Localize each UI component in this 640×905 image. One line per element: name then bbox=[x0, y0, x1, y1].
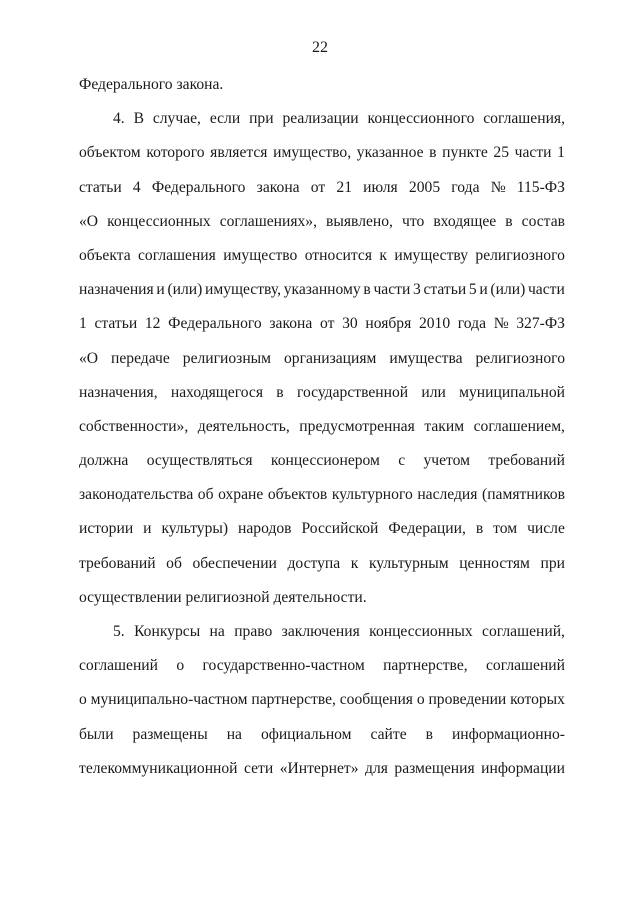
word: «О bbox=[79, 349, 99, 367]
text-line bbox=[79, 758, 565, 792]
word: 2010 bbox=[418, 315, 451, 333]
word: года bbox=[457, 315, 487, 333]
word: назначения, bbox=[79, 383, 158, 401]
text-line bbox=[79, 416, 565, 450]
word: 3 bbox=[413, 281, 421, 299]
word: наследия bbox=[417, 486, 478, 504]
word: Федерации, bbox=[388, 520, 466, 538]
word: имуществу, bbox=[204, 281, 282, 299]
text-line bbox=[79, 689, 565, 723]
word: закона bbox=[269, 315, 313, 333]
word: ценностям bbox=[459, 554, 530, 572]
word: 5 bbox=[468, 281, 477, 299]
word: входящее bbox=[433, 212, 497, 230]
word: «О bbox=[79, 212, 99, 230]
word: (или) bbox=[490, 281, 526, 299]
word: указанному bbox=[283, 281, 361, 299]
word: объектом bbox=[79, 144, 141, 162]
paragraph bbox=[79, 621, 565, 792]
word: 1 bbox=[79, 315, 87, 333]
text-line bbox=[79, 518, 565, 552]
word: соглашений bbox=[79, 657, 158, 675]
word: реализации bbox=[282, 110, 359, 128]
word: состав bbox=[521, 212, 565, 230]
word: «Интернет» bbox=[279, 759, 359, 777]
word: культуры) bbox=[161, 520, 229, 538]
word: (памятников bbox=[482, 486, 565, 504]
word: культурным bbox=[368, 554, 449, 572]
word: имущество bbox=[223, 246, 298, 264]
word: (или) bbox=[167, 281, 203, 299]
word: для bbox=[365, 759, 388, 777]
word: о bbox=[416, 691, 425, 709]
text-line bbox=[79, 382, 565, 416]
word: в bbox=[363, 281, 371, 299]
word: муниципально-частном bbox=[90, 691, 248, 709]
word: сети bbox=[244, 759, 274, 777]
word: народов bbox=[238, 520, 292, 538]
word: концессионных bbox=[369, 623, 473, 640]
word: в bbox=[475, 520, 484, 538]
word: концессионных bbox=[107, 212, 211, 230]
word: информационно- bbox=[451, 725, 565, 743]
word: государственной bbox=[296, 383, 409, 401]
word: телекоммуникационной bbox=[79, 759, 238, 777]
word: случае, bbox=[152, 110, 201, 128]
word: размещены bbox=[132, 725, 208, 743]
word: 4 bbox=[132, 178, 141, 196]
word: ноября bbox=[365, 315, 412, 333]
text-line bbox=[79, 108, 565, 142]
word: от bbox=[320, 315, 335, 333]
word: которого bbox=[146, 144, 205, 162]
word: культурного bbox=[331, 486, 413, 504]
word: на bbox=[209, 623, 225, 640]
word: 327-ФЗ bbox=[516, 315, 565, 333]
word: религиозного bbox=[475, 349, 565, 367]
word: соглашения, bbox=[483, 110, 565, 128]
word: к bbox=[379, 246, 387, 264]
word: муниципальной bbox=[459, 383, 565, 401]
word: о bbox=[176, 657, 185, 675]
word: соглашений, bbox=[482, 623, 565, 640]
text-line bbox=[79, 553, 565, 587]
word: имущество, bbox=[273, 144, 352, 162]
word: 115-ФЗ bbox=[516, 178, 565, 196]
word: если bbox=[209, 110, 241, 128]
word: 2005 bbox=[408, 178, 441, 196]
text-line: Федерального закона. bbox=[79, 76, 224, 93]
word: и bbox=[143, 520, 152, 538]
word: что bbox=[402, 212, 425, 230]
word: от bbox=[310, 178, 326, 196]
word: выявлено, bbox=[326, 212, 393, 230]
word: и bbox=[479, 281, 488, 299]
text-line bbox=[79, 724, 565, 758]
word: статьи bbox=[94, 315, 138, 333]
word: 4. bbox=[113, 110, 125, 128]
word: о bbox=[79, 691, 87, 709]
word: № bbox=[493, 315, 509, 333]
word: в bbox=[425, 725, 433, 743]
word: охране bbox=[218, 486, 264, 504]
word: Конкурсы bbox=[134, 623, 201, 640]
word: право bbox=[234, 623, 273, 640]
word: сайте bbox=[370, 725, 407, 743]
text-line bbox=[79, 348, 565, 382]
text-line bbox=[79, 313, 565, 347]
word: части bbox=[514, 144, 552, 162]
word: числе bbox=[527, 520, 565, 538]
word: доступа bbox=[287, 554, 341, 572]
text-line bbox=[79, 279, 565, 313]
word: соглашения bbox=[138, 246, 216, 264]
word: передаче bbox=[111, 349, 170, 367]
text-line bbox=[79, 621, 565, 655]
word: пункте bbox=[442, 144, 488, 162]
word: № bbox=[490, 178, 506, 196]
word: в bbox=[429, 144, 437, 162]
word: соглашениях», bbox=[219, 212, 317, 230]
word: проведении bbox=[428, 691, 507, 709]
word: Федерального bbox=[168, 315, 262, 333]
word: религиозного bbox=[475, 246, 565, 264]
word: деятельность, bbox=[197, 417, 290, 435]
word: об bbox=[197, 486, 214, 504]
word: государственно-частном bbox=[202, 657, 365, 675]
word: назначения bbox=[79, 281, 154, 299]
word: информации bbox=[481, 759, 565, 777]
word: статьи bbox=[423, 281, 467, 299]
word: объектов bbox=[267, 486, 328, 504]
text-line: осуществлении религиозной деятельности. bbox=[79, 588, 367, 606]
word: официальном bbox=[260, 725, 352, 743]
word: которых bbox=[510, 691, 565, 709]
word: таким bbox=[424, 417, 465, 435]
word: 1 bbox=[557, 144, 565, 162]
word: части bbox=[373, 281, 411, 299]
text-line bbox=[79, 450, 565, 484]
word: сообщения bbox=[339, 691, 413, 709]
word: В bbox=[133, 110, 144, 128]
word: соглашением, bbox=[473, 417, 565, 435]
word: в bbox=[276, 383, 284, 401]
document-body bbox=[79, 74, 565, 792]
word: том bbox=[493, 520, 518, 538]
word: 25 bbox=[493, 144, 509, 162]
text-line bbox=[79, 245, 565, 279]
word: организациям bbox=[283, 349, 377, 367]
word: закона bbox=[256, 178, 300, 196]
word: обеспечении bbox=[192, 554, 277, 572]
word: июля bbox=[363, 178, 398, 196]
word: размещения bbox=[394, 759, 475, 777]
word: учетом bbox=[423, 452, 471, 470]
word: находящегося bbox=[170, 383, 264, 401]
word: требований bbox=[488, 452, 565, 470]
word: или bbox=[421, 383, 446, 401]
text-line bbox=[79, 142, 565, 176]
word: партнерстве, bbox=[251, 691, 336, 709]
word: концессионером bbox=[270, 452, 380, 470]
word: в bbox=[505, 212, 513, 230]
word: статьи bbox=[79, 178, 122, 196]
word: 21 bbox=[336, 178, 352, 196]
word: с bbox=[398, 452, 406, 470]
page-number: 22 bbox=[312, 39, 328, 56]
word: законодательства bbox=[79, 486, 194, 504]
word: имущества bbox=[389, 349, 463, 367]
word: 5. bbox=[113, 623, 125, 640]
word: относится bbox=[304, 246, 373, 264]
word: Российской bbox=[301, 520, 379, 538]
text-line bbox=[79, 655, 565, 689]
word: является bbox=[210, 144, 268, 162]
word: при bbox=[249, 110, 274, 128]
paragraph bbox=[79, 74, 565, 108]
text-line bbox=[79, 177, 565, 211]
word: предусмотренная bbox=[299, 417, 415, 435]
text-line bbox=[79, 211, 565, 245]
paragraph bbox=[79, 108, 565, 621]
word: заключения bbox=[281, 623, 360, 640]
word: собственности», bbox=[79, 417, 189, 435]
word: имуществу bbox=[394, 246, 469, 264]
word: указанное bbox=[356, 144, 424, 162]
word: и bbox=[156, 281, 165, 299]
word: 30 bbox=[342, 315, 358, 333]
word: осуществляться bbox=[146, 452, 253, 470]
word: концессионного bbox=[367, 110, 475, 128]
word: Федерального bbox=[151, 178, 246, 196]
word: объекта bbox=[79, 246, 131, 264]
word: к bbox=[350, 554, 359, 572]
word: партнерстве, bbox=[383, 657, 468, 675]
word: истории bbox=[79, 520, 134, 538]
text-line bbox=[79, 484, 565, 518]
word: соглашений bbox=[486, 657, 565, 675]
word: года bbox=[451, 178, 480, 196]
word: 12 bbox=[144, 315, 161, 333]
word: были bbox=[79, 725, 114, 743]
word: требований bbox=[79, 554, 156, 572]
word: должна bbox=[79, 452, 129, 470]
word: об bbox=[166, 554, 182, 572]
word: религиозным bbox=[182, 349, 272, 367]
word: на bbox=[226, 725, 242, 743]
word: части bbox=[527, 281, 565, 299]
word: при bbox=[540, 554, 565, 572]
